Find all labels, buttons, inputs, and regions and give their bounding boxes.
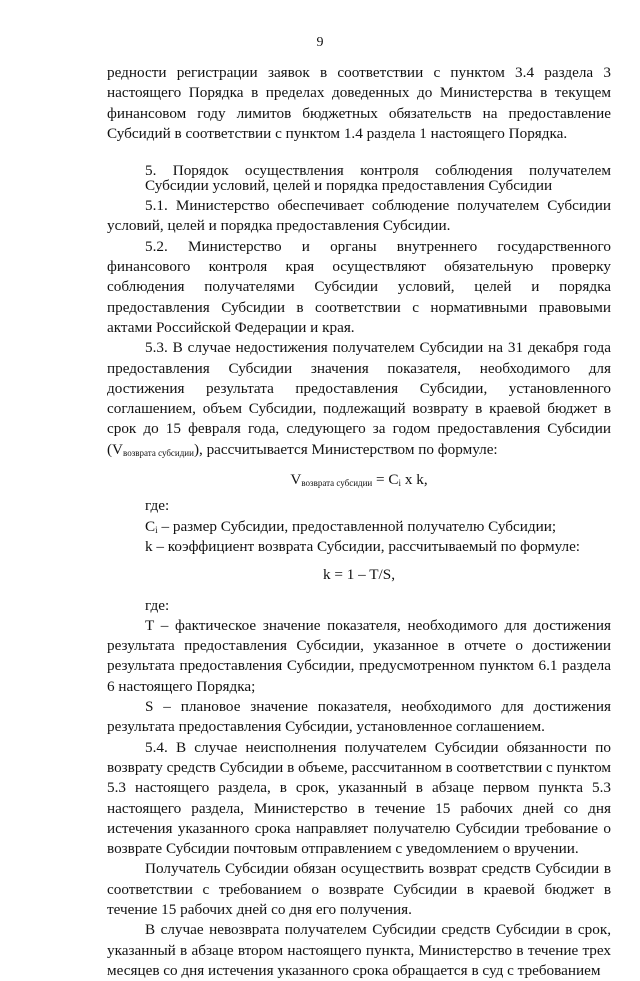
- paragraph-5-2: 5.2. Министерство и органы внутреннего государственного финансового контроля края осуществляют обязательную проверку соблюдения получателями Субсидии условий, целей и порядка предоставления Субсидии в соответствии с нормативными правовыми актами Российской Федерации и края.: [107, 237, 611, 336]
- paragraph-5-4-c: В случае невозврата получателем Субсидии средств Субсидии в срок, указанный в абзаце втором настоящего пункта, Министерство в течение трех месяцев со дня истечения указанного срока обращается в суд с требованием: [107, 921, 611, 979]
- k-definition: k – коэффициент возврата Субсидии, рассчитываемый по формуле:: [145, 537, 581, 555]
- paragraph-continuation: редности регистрации заявок в соответствии с пунктом 3.4 раздела 3 настоящего Порядка в пределах доведенных до Министерства в текущем финансовом году лимитов бюджетных обязательств на предоставление Субсидий в соответствии с пунктом 1.4 раздела 1 настоящего Порядка.: [107, 64, 611, 142]
- paragraph-5-1: 5.1. Министерство обеспечивает соблюдение получателем Субсидии условий, целей и порядка предоставления Субсидии.: [107, 197, 611, 235]
- paragraph-5-3-main: 5.3. В случае недостижения получателем Субсидии на 31 декабря года предоставления Субсидии значения показателя, необходимого для достижения результата предоставления Субсидии, установленного соглашением, объем Субсидии, подлежащий возврату в краевой бюджет в срок до 15 февраля года, следующего за годом предоставления Субсидии (V: [107, 339, 611, 458]
- page-number: 9: [316, 35, 324, 50]
- ci-i: i: [155, 524, 158, 535]
- ci-definition: [107, 517, 611, 537]
- ci-c: C: [145, 517, 156, 535]
- document-body: [107, 63, 611, 981]
- ci-text: – размер Субсидии, предоставленной получателю Субсидии;: [157, 517, 557, 535]
- t-definition: T – фактическое значение показателя, необходимого для достижения результата предоставления Субсидии, указанное в отчете о достижении результата предоставления Субсидии, предусмотренном пунктом 6.1 раздела 6 настоящего Порядка;: [107, 616, 611, 695]
- formula-coefficient: k = 1 – T/S,: [323, 566, 395, 584]
- paragraph-5-3-tail: ), рассчитывается Министерством по формуле:: [193, 440, 498, 458]
- where-label-1: где:: [145, 497, 170, 515]
- paragraph-5-3: [107, 338, 611, 460]
- section-heading-5: 5. Порядок осуществления контроля соблюдения получателем Субсидии условий, целей и порядка предоставления Субсидии: [145, 162, 611, 195]
- formula-1-rest: = C: [372, 471, 399, 489]
- formula-1-end: x k,: [401, 471, 428, 489]
- formula-1-i: i: [398, 478, 402, 489]
- formula-return-amount: [107, 470, 611, 490]
- formula-1-subscript: возврата субсидии: [301, 478, 373, 489]
- where-label-2: где:: [145, 596, 170, 614]
- formula-1-v: V: [290, 471, 302, 489]
- paragraph-5-4: 5.4. В случае неисполнения получателем Субсидии обязанности по возврату средств Субсидии в объеме, рассчитанном в соответствии с пунктом 5.3 настоящего раздела, в срок, указанный в абзаце первом пункта 5.3 настоящего раздела, Министерство в течение 15 рабочих дней со дня истечения указанного срока направляет получателю Субсидии требование о возврате Субсидии почтовым отправлением с уведомлением о вручении.: [107, 738, 611, 858]
- s-definition: S – плановое значение показателя, необходимого для достижения результата предоставления Субсидии, установленное соглашением.: [107, 698, 611, 736]
- paragraph-5-3-subscript: возврата субсидии: [123, 447, 194, 458]
- paragraph-5-4-b: Получатель Субсидии обязан осуществить возврат средств Субсидии в соответствии с требованием о возврате Субсидии в краевой бюджет в течение 15 рабочих дней со дня его получения.: [107, 860, 611, 918]
